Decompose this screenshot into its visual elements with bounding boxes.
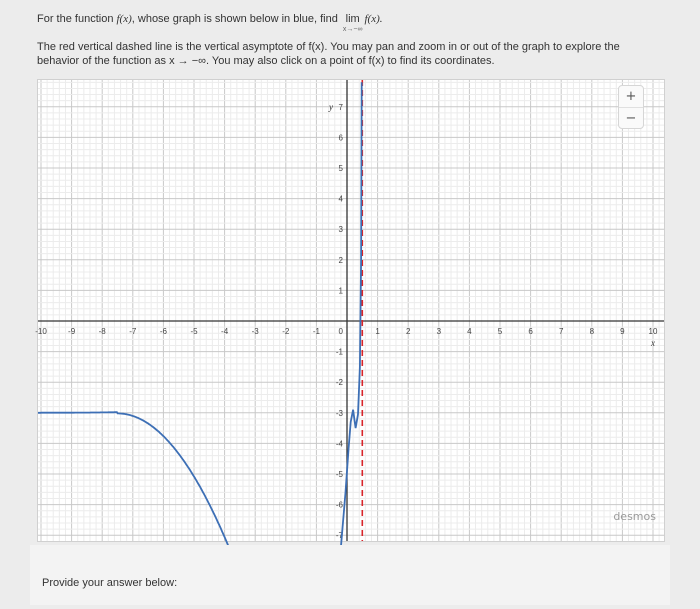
x-tick-label: -10 [35, 327, 47, 336]
y-axis-label: y [329, 101, 333, 112]
x-tick-label: 7 [558, 327, 564, 336]
x-tick-label: -6 [159, 327, 167, 336]
y-tick-label: 7 [338, 102, 343, 112]
graph-canvas[interactable] [35, 80, 664, 541]
y-tick-label: -3 [335, 408, 343, 418]
x-tick-label: 4 [467, 327, 472, 336]
x-tick-label: -1 [312, 327, 320, 336]
x-tick-label: -9 [68, 327, 76, 336]
limit-word: lim [345, 13, 360, 25]
x-tick-label: -2 [282, 327, 290, 336]
question-middle: , whose graph is shown below in blue, find [131, 13, 341, 25]
graph-area[interactable] [37, 79, 665, 542]
x-tick-label: 10 [648, 327, 658, 336]
instructions-text: The red vertical dashed line is the vertical asymptote of f(x). You may pan and zoom in or out of the graph to explore the behavior of the function as x → −∞. You may also click on a point of f(x) to find its coordinates. [37, 41, 620, 67]
x-tick-label: 9 [620, 327, 625, 336]
x-tick-label: 8 [589, 327, 595, 336]
x-tick-label: 1 [375, 327, 380, 336]
y-tick-label: -1 [335, 347, 343, 357]
zoom-out-button[interactable]: − [619, 107, 643, 129]
question-text [37, 12, 677, 33]
answer-section [30, 545, 670, 605]
zoom-in-button[interactable]: + [625, 89, 637, 104]
y-tick-label: 5 [338, 164, 343, 173]
zoom-controls [618, 85, 644, 129]
y-tick-label: 3 [338, 225, 343, 235]
answer-label: Provide your answer below: [42, 577, 178, 589]
limit-function: f(x). [364, 13, 383, 25]
y-tick-label: -7 [335, 531, 343, 541]
x-tick-label: 0 [338, 327, 343, 336]
y-tick-label: 2 [338, 255, 343, 265]
x-tick-label: -3 [251, 327, 259, 336]
x-axis-label: x [651, 338, 655, 348]
limit-subscript: x→−∞ [342, 26, 363, 33]
function-symbol: f(x) [116, 13, 132, 25]
y-tick-label: -2 [335, 378, 343, 388]
x-tick-label: -5 [190, 327, 198, 336]
x-tick-label: 2 [405, 327, 411, 336]
x-tick-label: 5 [497, 327, 503, 336]
x-tick-label: -7 [129, 327, 137, 336]
y-tick-label: 6 [338, 133, 343, 143]
x-tick-label: 6 [528, 327, 533, 336]
x-tick-label: -4 [221, 327, 229, 336]
y-tick-label: -4 [335, 439, 343, 449]
x-tick-label: -8 [98, 327, 106, 336]
y-tick-label: 4 [338, 194, 343, 204]
limit-expression [343, 12, 363, 33]
x-tick-label: 3 [436, 327, 442, 336]
y-tick-label: 1 [338, 286, 343, 296]
y-tick-label: -6 [335, 500, 343, 510]
y-tick-label: -5 [335, 470, 343, 479]
desmos-logo: desmos [613, 510, 656, 523]
question-prefix: For the function [37, 13, 117, 25]
